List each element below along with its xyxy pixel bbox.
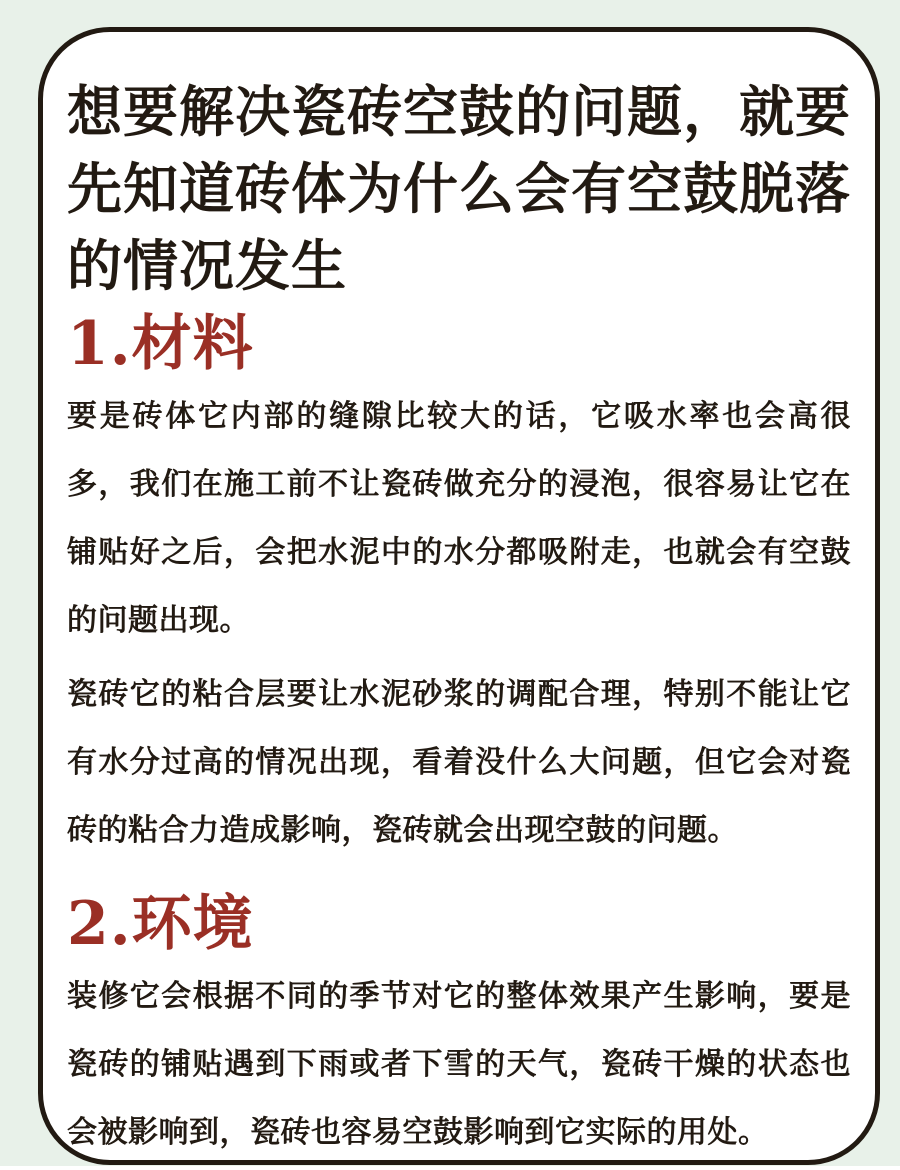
section-heading-materials: 1.材料 (67, 309, 254, 379)
bottom-white-strip (0, 1166, 900, 1170)
title-line-3: 的情况发生 (67, 235, 348, 297)
title-line-2: 先知道砖体为什么会有空鼓脱落 (67, 158, 852, 220)
page-title (67, 74, 851, 305)
content-card (38, 27, 880, 1165)
materials-paragraph-1: 要是砖体它内部的缝隙比较大的话，它吸水率也会高很多，我们在施工前不让瓷砖做充分的浸泡，很容易让它在铺贴好之后，会把水泥中的水分都吸附走，也就会有空鼓的问题出现。 (67, 400, 851, 637)
materials-paragraph-2: 瓷砖它的粘合层要让水泥砂浆的调配合理，特别不能让它有水分过高的情况出现，看着没什么大问题，但它会对瓷砖的粘合力造成影响，瓷砖就会出现空鼓的问题。 (67, 678, 851, 847)
title-line-1: 想要解决瓷砖空鼓的问题，就要 (67, 81, 852, 143)
section-heading-environment: 2.环境 (67, 889, 254, 959)
environment-paragraph-1: 装修它会根据不同的季节对它的整体效果产生影响，要是瓷砖的铺贴遇到下雨或者下雪的天气，瓷砖干燥的状态也会被影响到，瓷砖也容易空鼓影响到它实际的用处。 (67, 980, 851, 1149)
